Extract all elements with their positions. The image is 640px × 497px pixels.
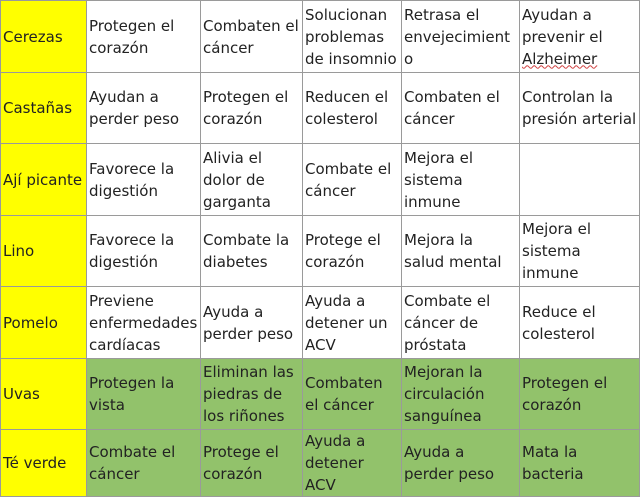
fruit-label: Té verde xyxy=(1,430,87,497)
table-row-te-verde xyxy=(1,430,640,497)
fruit-label: Ají picante xyxy=(1,144,87,216)
benefit-cell: Mejora el sistema inmune xyxy=(402,144,520,216)
benefit-cell: Protege el corazón xyxy=(303,216,402,287)
benefit-cell: Mejora la salud mental xyxy=(402,216,520,287)
fruit-label: Uvas xyxy=(1,359,87,430)
table-row-lino xyxy=(1,216,640,287)
benefit-cell: Ayuda a perder peso xyxy=(201,287,303,359)
benefit-cell: Combate el cáncer xyxy=(87,430,201,497)
table-row-cerezas xyxy=(1,1,640,73)
fruit-label: Lino xyxy=(1,216,87,287)
benefit-cell: Combaten el cáncer xyxy=(303,359,402,430)
benefit-cell: Combaten el cáncer xyxy=(201,1,303,73)
benefit-cell: Reduce el colesterol xyxy=(520,287,640,359)
benefit-cell: Combate la diabetes xyxy=(201,216,303,287)
benefit-cell: Protegen la vista xyxy=(87,359,201,430)
fruit-label: Cerezas xyxy=(1,1,87,73)
fruit-label: Pomelo xyxy=(1,287,87,359)
table-row-aji-picante xyxy=(1,144,640,216)
benefit-cell: Mejoran la circulación sanguínea xyxy=(402,359,520,430)
benefit-text: Ayudan a prevenir el Alzheimer xyxy=(522,5,603,68)
benefit-cell: Favorece la digestión xyxy=(87,144,201,216)
spellcheck-underline: Alzheimer xyxy=(522,49,598,68)
benefit-cell: Protege el corazón xyxy=(201,430,303,497)
benefit-cell: Protegen el corazón xyxy=(87,1,201,73)
benefit-cell: Favorece la digestión xyxy=(87,216,201,287)
benefit-cell: Protegen el corazón xyxy=(201,73,303,144)
benefit-cell: Ayuda a perder peso xyxy=(402,430,520,497)
benefit-cell: Reducen el colesterol xyxy=(303,73,402,144)
benefit-cell: Ayuda a detener ACV xyxy=(303,430,402,497)
table-row-uvas xyxy=(1,359,640,430)
benefit-cell: Ayuda a detener un ACV xyxy=(303,287,402,359)
benefit-cell: Combate el cáncer de próstata xyxy=(402,287,520,359)
table-row-castanas xyxy=(1,73,640,144)
table-row-pomelo xyxy=(1,287,640,359)
benefit-cell: Protegen el corazón xyxy=(520,359,640,430)
benefit-cell: Eliminan las piedras de los riñones xyxy=(201,359,303,430)
benefit-cell-alzheimer xyxy=(520,1,640,73)
benefit-cell: Previene enfermedades cardíacas xyxy=(87,287,201,359)
benefit-cell: Combaten el cáncer xyxy=(402,73,520,144)
benefit-cell: Retrasa el envejecimiento xyxy=(402,1,520,73)
fruit-label: Castañas xyxy=(1,73,87,144)
benefit-cell-empty xyxy=(520,144,640,216)
benefit-cell: Combate el cáncer xyxy=(303,144,402,216)
benefit-cell: Alivia el dolor de garganta xyxy=(201,144,303,216)
benefit-cell: Mata la bacteria xyxy=(520,430,640,497)
benefit-cell: Mejora el sistema inmune xyxy=(520,216,640,287)
benefit-cell: Controlan la presión arterial xyxy=(520,73,640,144)
benefit-cell: Solucionan problemas de insomnio xyxy=(303,1,402,73)
benefit-cell: Ayudan a perder peso xyxy=(87,73,201,144)
